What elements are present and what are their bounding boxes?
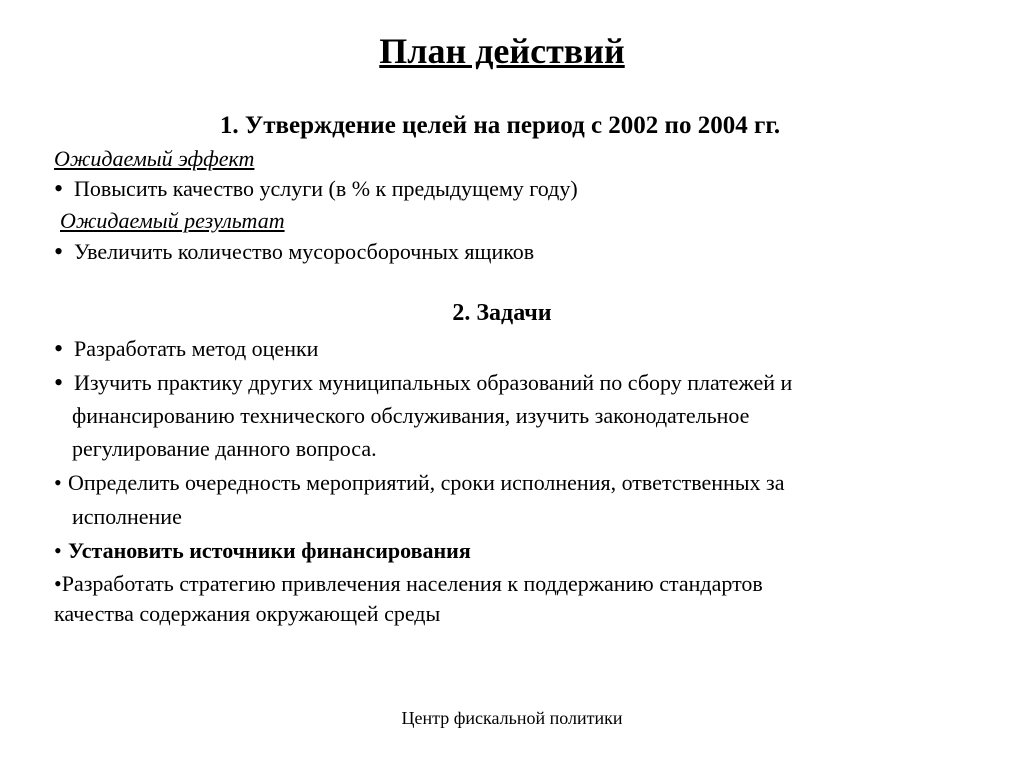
- bullet-dot-icon: •: [54, 237, 64, 266]
- section1-heading: 1. Утверждение целей на период с 2002 по 2004 гг.: [219, 112, 781, 139]
- task-define-order-line1: Определить очередность мероприятий, сроки исполнения, ответственных за: [68, 470, 785, 495]
- task-strategy-line2: качества содержания окружающей среды: [54, 601, 441, 626]
- section2-heading: 2. Задачи: [452, 300, 552, 326]
- task-study-practice-line2: финансированию технического обслуживания, изучить законодательное: [72, 403, 750, 428]
- task-develop-method: Разработать метод оценки: [74, 336, 319, 361]
- expected-result-item: Увеличить количество мусоросборочных ящиков: [74, 239, 535, 264]
- slide-title: План действий: [379, 31, 625, 71]
- expected-result-label: Ожидаемый результат: [60, 208, 285, 233]
- bullet-dot-icon: •: [54, 368, 64, 397]
- task-study-practice-line1: Изучить практику других муниципальных образований по сбору платежей и: [74, 370, 793, 395]
- bullet-dot-icon: •: [54, 538, 62, 563]
- bullet-dot-icon: •: [54, 334, 64, 363]
- task-strategy-line1: •Разработать стратегию привлечения населения к поддержанию стандартов: [54, 571, 763, 596]
- footer-text: Центр фискальной политики: [401, 708, 623, 728]
- task-define-order-line2: исполнение: [72, 504, 182, 529]
- task-funding-sources: Установить источники финансирования: [68, 538, 471, 563]
- expected-effect-item: Повысить качество услуги (в % к предыдущему году): [74, 176, 578, 201]
- bullet-dot-icon: •: [54, 174, 64, 203]
- task-study-practice-line3: регулирование данного вопроса.: [72, 436, 377, 461]
- bullet-dot-icon: •: [54, 470, 62, 495]
- expected-effect-label: Ожидаемый эффект: [54, 146, 255, 171]
